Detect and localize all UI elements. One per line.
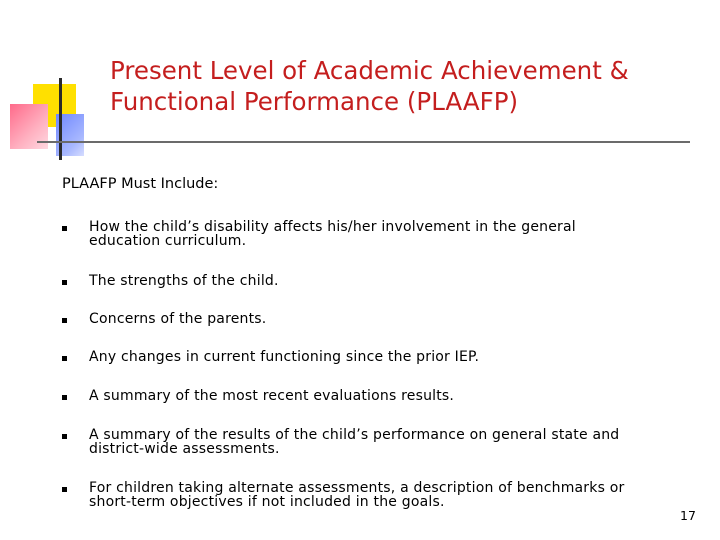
page-number: 17 [680, 508, 696, 523]
bullet-text-line-1: Concerns of the parents. [89, 311, 267, 327]
bullet-square-icon [62, 395, 67, 400]
title-divider-line [37, 141, 690, 143]
subheading: PLAAFP Must Include: [62, 176, 219, 192]
bullet-text-line-2: district-wide assessments. [89, 441, 280, 457]
bullet-square-icon [62, 280, 67, 285]
bullet-text-line-2: short-term objectives if not included in the goals. [89, 494, 445, 510]
bullet-text [89, 220, 669, 248]
bullet-text [89, 389, 669, 403]
bullet-text-line-1: Any changes in current functioning since the prior IEP. [89, 349, 480, 365]
bullet-text [89, 350, 669, 364]
slide-title-line-2: Functional Performance (PLAAFP) [110, 87, 519, 116]
bullet-text-line-1: How the child’s disability affects his/her involvement in the general [89, 219, 576, 235]
bullet-text [89, 481, 669, 509]
bullet-square-icon [62, 434, 67, 439]
bullet-square-icon [62, 318, 67, 323]
vertical-rule [59, 78, 62, 160]
bullet-text-line-1: For children taking alternate assessments, a description of benchmarks or [89, 480, 625, 496]
bullet-square-icon [62, 226, 67, 231]
bullet-square-icon [62, 356, 67, 361]
slide-title-line-1: Present Level of Academic Achievement & [110, 56, 629, 85]
slide-title [110, 55, 690, 117]
bullet-text-line-1: The strengths of the child. [89, 273, 279, 289]
bullet-text [89, 428, 669, 456]
bullet-text [89, 274, 669, 288]
bullet-square-icon [62, 487, 67, 492]
bullet-text-line-1: A summary of the results of the child’s performance on general state and [89, 427, 620, 443]
bullet-text-line-2: education curriculum. [89, 233, 247, 249]
bullet-text [89, 312, 669, 326]
bullet-text-line-1: A summary of the most recent evaluations results. [89, 388, 455, 404]
